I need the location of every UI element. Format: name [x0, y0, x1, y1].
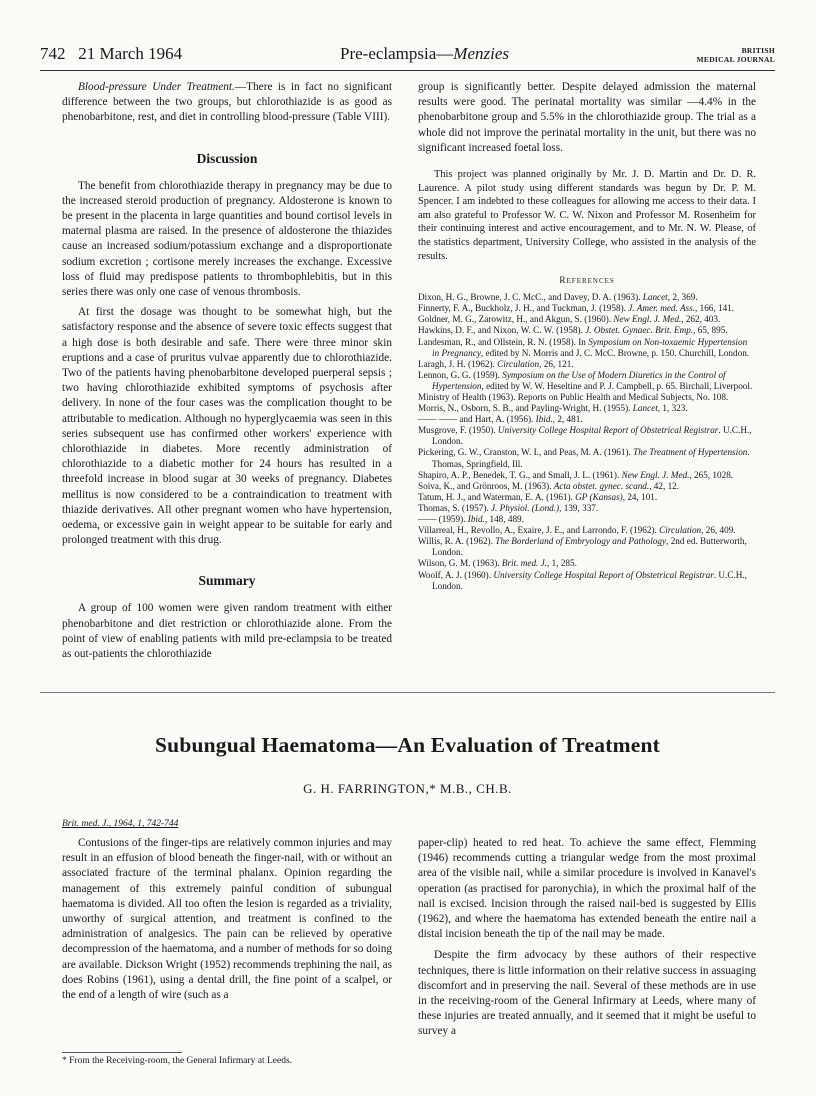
reference-authors: Landesman, R., and Ollstein, R. N. (1958). In	[418, 336, 589, 347]
reference-volume: . Thomas, Springfield, Ill.	[432, 447, 750, 469]
header-rule	[40, 70, 775, 71]
reference-volume: , 24, 101.	[622, 491, 658, 502]
reference-authors: Goldner, M. G., Zarowitz, H., and Akgun, S. (1960).	[418, 314, 614, 325]
reference-authors: Laragh, J. H. (1962).	[418, 358, 498, 369]
reference-volume: , 1, 323.	[657, 403, 688, 414]
reference-authors: Hawkins, D. F., and Nixon, W. C. W. (1958).	[418, 325, 586, 336]
reference-authors: —— (1959).	[418, 514, 468, 525]
acknowledgements: This project was planned originally by Mr. J. D. Martin and Dr. D. R. Laurence. A pilot study using different standards was begun by Dr. P. M. Spencer. I am indebted to these colleagues for allowing me access to their data. I am also grateful to Professor W. C. W. Nixon and Professor M. Rosenheim for their continuing interest and active encouragement, and to Mr. N. W. Please, of the statistics department, University College, who assisted in the analysis of the results.	[418, 169, 756, 262]
bp-paragraph: Blood-pressure Under Treatment.—There is in fact no significant difference between the two groups, but chlorothiazide is as good as phenobarbitone, rest, and diet in controlling blood-pressure (Table VIII).	[62, 81, 392, 124]
reference-source: J. Amer. med. Ass.	[628, 303, 696, 314]
reference-source: J. Physiol. (Lond.)	[490, 502, 560, 513]
running-header	[40, 44, 775, 68]
reference-authors: Willis, R. A. (1962).	[418, 536, 496, 547]
article-title: Subungual Haematoma—An Evaluation of Treatment	[155, 733, 660, 757]
reference-source: Ibid.	[467, 514, 485, 525]
reference-authors: Wilson, G. M. (1963).	[418, 558, 502, 569]
reference-item	[418, 359, 756, 370]
reference-item	[418, 503, 756, 514]
journal-name: BRITISH MEDICAL JOURNAL	[696, 46, 775, 64]
article2-paragraph-1: Contusions of the finger-tips are relatively common injuries and may result in an effusion of blood beneath the finger-nail, with or without an associated fracture of the terminal phalanx. Opinion regarding the management of this extremely painful condition of subungual haematoma is divided. All too often the lesion is regarded as a triviality, unworthy of surgical attention, and treatment is confined to the administration of analgesics. The pain can be relieved by operative decompression of the haematoma, and a number of methods for so doing are available. Dickson Wright (1952) recommends trephining the nail, as does Robins (1961), using a dental drill, the fine point of a scalpel, or the end of a length of wire (such as a	[62, 837, 392, 1002]
reference-volume: , 262, 403.	[681, 314, 721, 325]
reference-source: Symposium on Non-toxaemic Hypertension in Pregnancy	[432, 336, 748, 358]
reference-item	[418, 570, 756, 592]
reference-source: The Borderland of Embryology and Pathology	[495, 536, 667, 547]
reference-authors: Villarreal, H., Revollo, A., Exaire, J. E., and Larrondo, F. (1962).	[418, 525, 660, 536]
reference-item	[418, 303, 756, 314]
reference-source: Acta obstet. gynec. scand.	[553, 480, 650, 491]
reference-volume: , 265, 1028.	[689, 469, 734, 480]
reference-volume: , 65, 895.	[693, 325, 728, 336]
reference-authors: Woolf, A. J. (1960).	[418, 569, 494, 580]
page-number: 742	[40, 44, 66, 63]
references-heading: References	[559, 276, 615, 287]
reference-authors: Lennon, G. G. (1959).	[418, 369, 503, 380]
running-title: Pre-eclampsia—Menzies	[340, 44, 510, 63]
article-separator	[40, 692, 775, 693]
reference-volume: , edited by W. W. Heseltine and P. J. Campbell, p. 65. Birchall, Liverpool.	[481, 380, 753, 391]
discussion-paragraph-1: The benefit from chlorothiazide therapy in pregnancy may be due to the increased steroid production of pregnancy. Aldosterone is known to be present in the placenta in large quantities and bound cortisol levels in maternal plasma are raised. In the presence of aldosterone the thiazides cause an increased sodium/potassium exchange and a disproportionate sodium excretion ; cortisone merely increases the exchange. Excessive loss of fluid may predispose patients to thrombophlebitis, but in this series there was only one case of venous thrombosis.	[62, 179, 392, 299]
reference-source: Circulation	[659, 525, 702, 536]
summary-heading: Summary	[198, 573, 256, 589]
reference-volume: , 26, 409.	[701, 525, 736, 536]
reference-authors: Thomas, S. (1957).	[418, 502, 491, 513]
reference-source: Brit. med. J.	[501, 558, 548, 569]
article2-paragraph-2: Despite the firm advocacy by these authors of their respective techniques, there is little information on their relative success in assuaging discomfort and in preserving the nail. Several of these methods are in use in the receiving-room of the General Infirmary at Leeds, where many of these injuries are treated annually, and it seemed that it might be useful to survey a	[418, 949, 756, 1038]
reference-item	[418, 514, 756, 525]
reference-volume: , 139, 337.	[559, 502, 599, 513]
reference-item	[418, 414, 756, 425]
article-citation: Brit. med. J., 1964, 1, 742-744	[62, 819, 179, 829]
references-list	[418, 292, 756, 592]
reference-item	[418, 337, 756, 359]
issue-date: 21 March 1964	[78, 44, 183, 63]
reference-source: New Engl. J. Med.	[621, 469, 690, 480]
reference-item	[418, 481, 756, 492]
reference-volume: , 2nd ed. Butterworth, London.	[432, 536, 747, 558]
reference-volume: . U.C.H., London.	[432, 425, 752, 447]
reference-volume: , 1, 285.	[547, 558, 577, 569]
footnote: * From the Receiving-room, the General Infirmary at Leeds.	[62, 1056, 293, 1066]
reference-source: Symposium on the Use of Modern Diuretics in the Control of Hypertension	[432, 369, 726, 391]
reference-item	[418, 525, 756, 536]
reference-item	[418, 392, 756, 403]
discussion-paragraph-2: At first the dosage was thought to be somewhat high, but the satisfactory response and the absence of severe toxic effects suggest that a high dose is both desirable and safe. There were three minor skin eruptions and a case of pruritus vulvae apparently due to chlorothiazide. Two of the patients having phenobarbitone developed puerperal sepsis ; two having chlorothiazide exhibited symptoms of psychosis after delivery. In none of the four cases was the complication thought to be attributable to medication. Although no hyperglycaemia was seen in this series subsequent use has confirmed other workers' experience with chlorothiazide in diabetes. More recently administration of chlorothiazide to a diabetic mother for 24 hours has resulted in a threefold increase in blood sugar at 30 weeks of pregnancy. Diabetes mellitus is now considered to be a contraindication to treatment with thiazide derivatives. All other pregnant women who have hypertension, oedema, or excessive gain in weight appear to be suitable for early and prolonged treatment with this drug.	[62, 306, 392, 547]
reference-source: J. Obstet. Gynaec. Brit. Emp.	[585, 325, 694, 336]
reference-item	[418, 425, 756, 447]
reference-item	[418, 403, 756, 414]
reference-item	[418, 558, 756, 569]
reference-authors: Shapiro, A. P., Benedek, T. G., and Small, J. L. (1961).	[418, 469, 622, 480]
footnote-rule	[62, 1052, 182, 1053]
reference-authors: —— —— and Hart, A. (1956).	[418, 414, 536, 425]
reference-item	[418, 314, 756, 325]
reference-volume: , 2, 481.	[552, 414, 583, 425]
reference-item	[418, 492, 756, 503]
reference-item	[418, 536, 756, 558]
reference-source: Ibid.	[535, 414, 553, 425]
summary-paragraph: A group of 100 women were given random treatment with either phenobarbitone and diet restriction or chlorothiazide alone. From the point of view of enabling patients with mild pre-eclampsia to be treated as out-patients the chlorothiazide	[62, 602, 392, 661]
discussion-heading: Discussion	[196, 150, 258, 166]
reference-authors: Pickering, G. W., Cranston, W. I., and Peas, M. A. (1961).	[418, 447, 634, 458]
reference-authors: Morris, N., Osborn, S. B., and Payling-Wright, H. (1955).	[418, 403, 633, 414]
summary-continuation: group is significantly better. Despite delayed admission the maternal results were good. The perinatal mortality was similar —4.4% in the phenobarbitone group and 5.5% in the chlorothiazide group. The trial as a whole did not improve the perinatal mortality in the unit, but there was no significant increased foetal loss.	[418, 81, 756, 154]
reference-volume: , 2, 369.	[667, 292, 698, 303]
reference-authors: Dixon, H. G., Browne, J. C. McC., and Davey, D. A. (1963).	[418, 292, 643, 303]
reference-source: The Treatment of Hypertension	[633, 447, 748, 458]
page-info	[40, 44, 182, 64]
article-author: G. H. FARRINGTON,* M.B., CH.B.	[303, 781, 512, 796]
reference-source: Lancet	[642, 292, 668, 303]
article2-paragraph-1-cont: paper-clip) heated to red heat. To achieve the same effect, Flemming (1946) recommends cutting a triangular wedge from the most proximal area of the visible nail, while a similar procedure is involved in Kanavel's operation (as practised for paronychia), in which the proximal half of the nail is excised. Incision through the raised nail-bed is suggested by Ellis (1962), and where the haematoma has extended beneath the entire nail a distal incision beneath the tip of the nail may be made.	[418, 837, 756, 941]
reference-authors: Ministry of Health (1963). Reports on Public Health and Medical Subjects, No. 108.	[418, 392, 729, 403]
reference-volume: , edited by N. Morris and J. C. McC. Browne, p. 150. Churchill, London.	[480, 347, 750, 358]
running-author: Menzies	[453, 44, 510, 63]
article2-left-column	[62, 836, 392, 1003]
reference-item	[418, 470, 756, 481]
reference-source: New Engl. J. Med.	[613, 314, 682, 325]
reference-source: Lancet	[632, 403, 658, 414]
right-column	[418, 80, 756, 592]
reference-authors: Musgrove, F. (1950).	[418, 425, 498, 436]
reference-item	[418, 325, 756, 336]
reference-volume: , 166, 141.	[695, 303, 735, 314]
reference-authors: Tatum, H. J., and Waterman, E. A. (1961).	[418, 491, 576, 502]
reference-item	[418, 292, 756, 303]
bp-heading: Blood-pressure Under Treatment.	[78, 81, 235, 93]
reference-source: GP (Kansas)	[575, 491, 623, 502]
reference-item	[418, 447, 756, 469]
reference-source: University College Hospital Report of Obstetrical Registrar	[497, 425, 719, 436]
reference-volume: , 148, 489.	[484, 514, 524, 525]
reference-authors: Soiva, K., and Grönroos, M. (1963).	[418, 480, 554, 491]
reference-source: University College Hospital Report of Obstetrical Registrar	[493, 569, 714, 580]
reference-volume: , 42, 12.	[649, 480, 680, 491]
reference-volume: . U.C.H., London.	[432, 569, 747, 591]
reference-source: Circulation	[497, 358, 540, 369]
reference-volume: , 26, 121.	[539, 358, 574, 369]
article2-right-column	[418, 836, 756, 1040]
reference-authors: Finnerty, F. A., Buckholz, J. H., and Tuckman, J. (1958).	[418, 303, 629, 314]
reference-item	[418, 370, 756, 392]
left-column	[62, 80, 392, 662]
